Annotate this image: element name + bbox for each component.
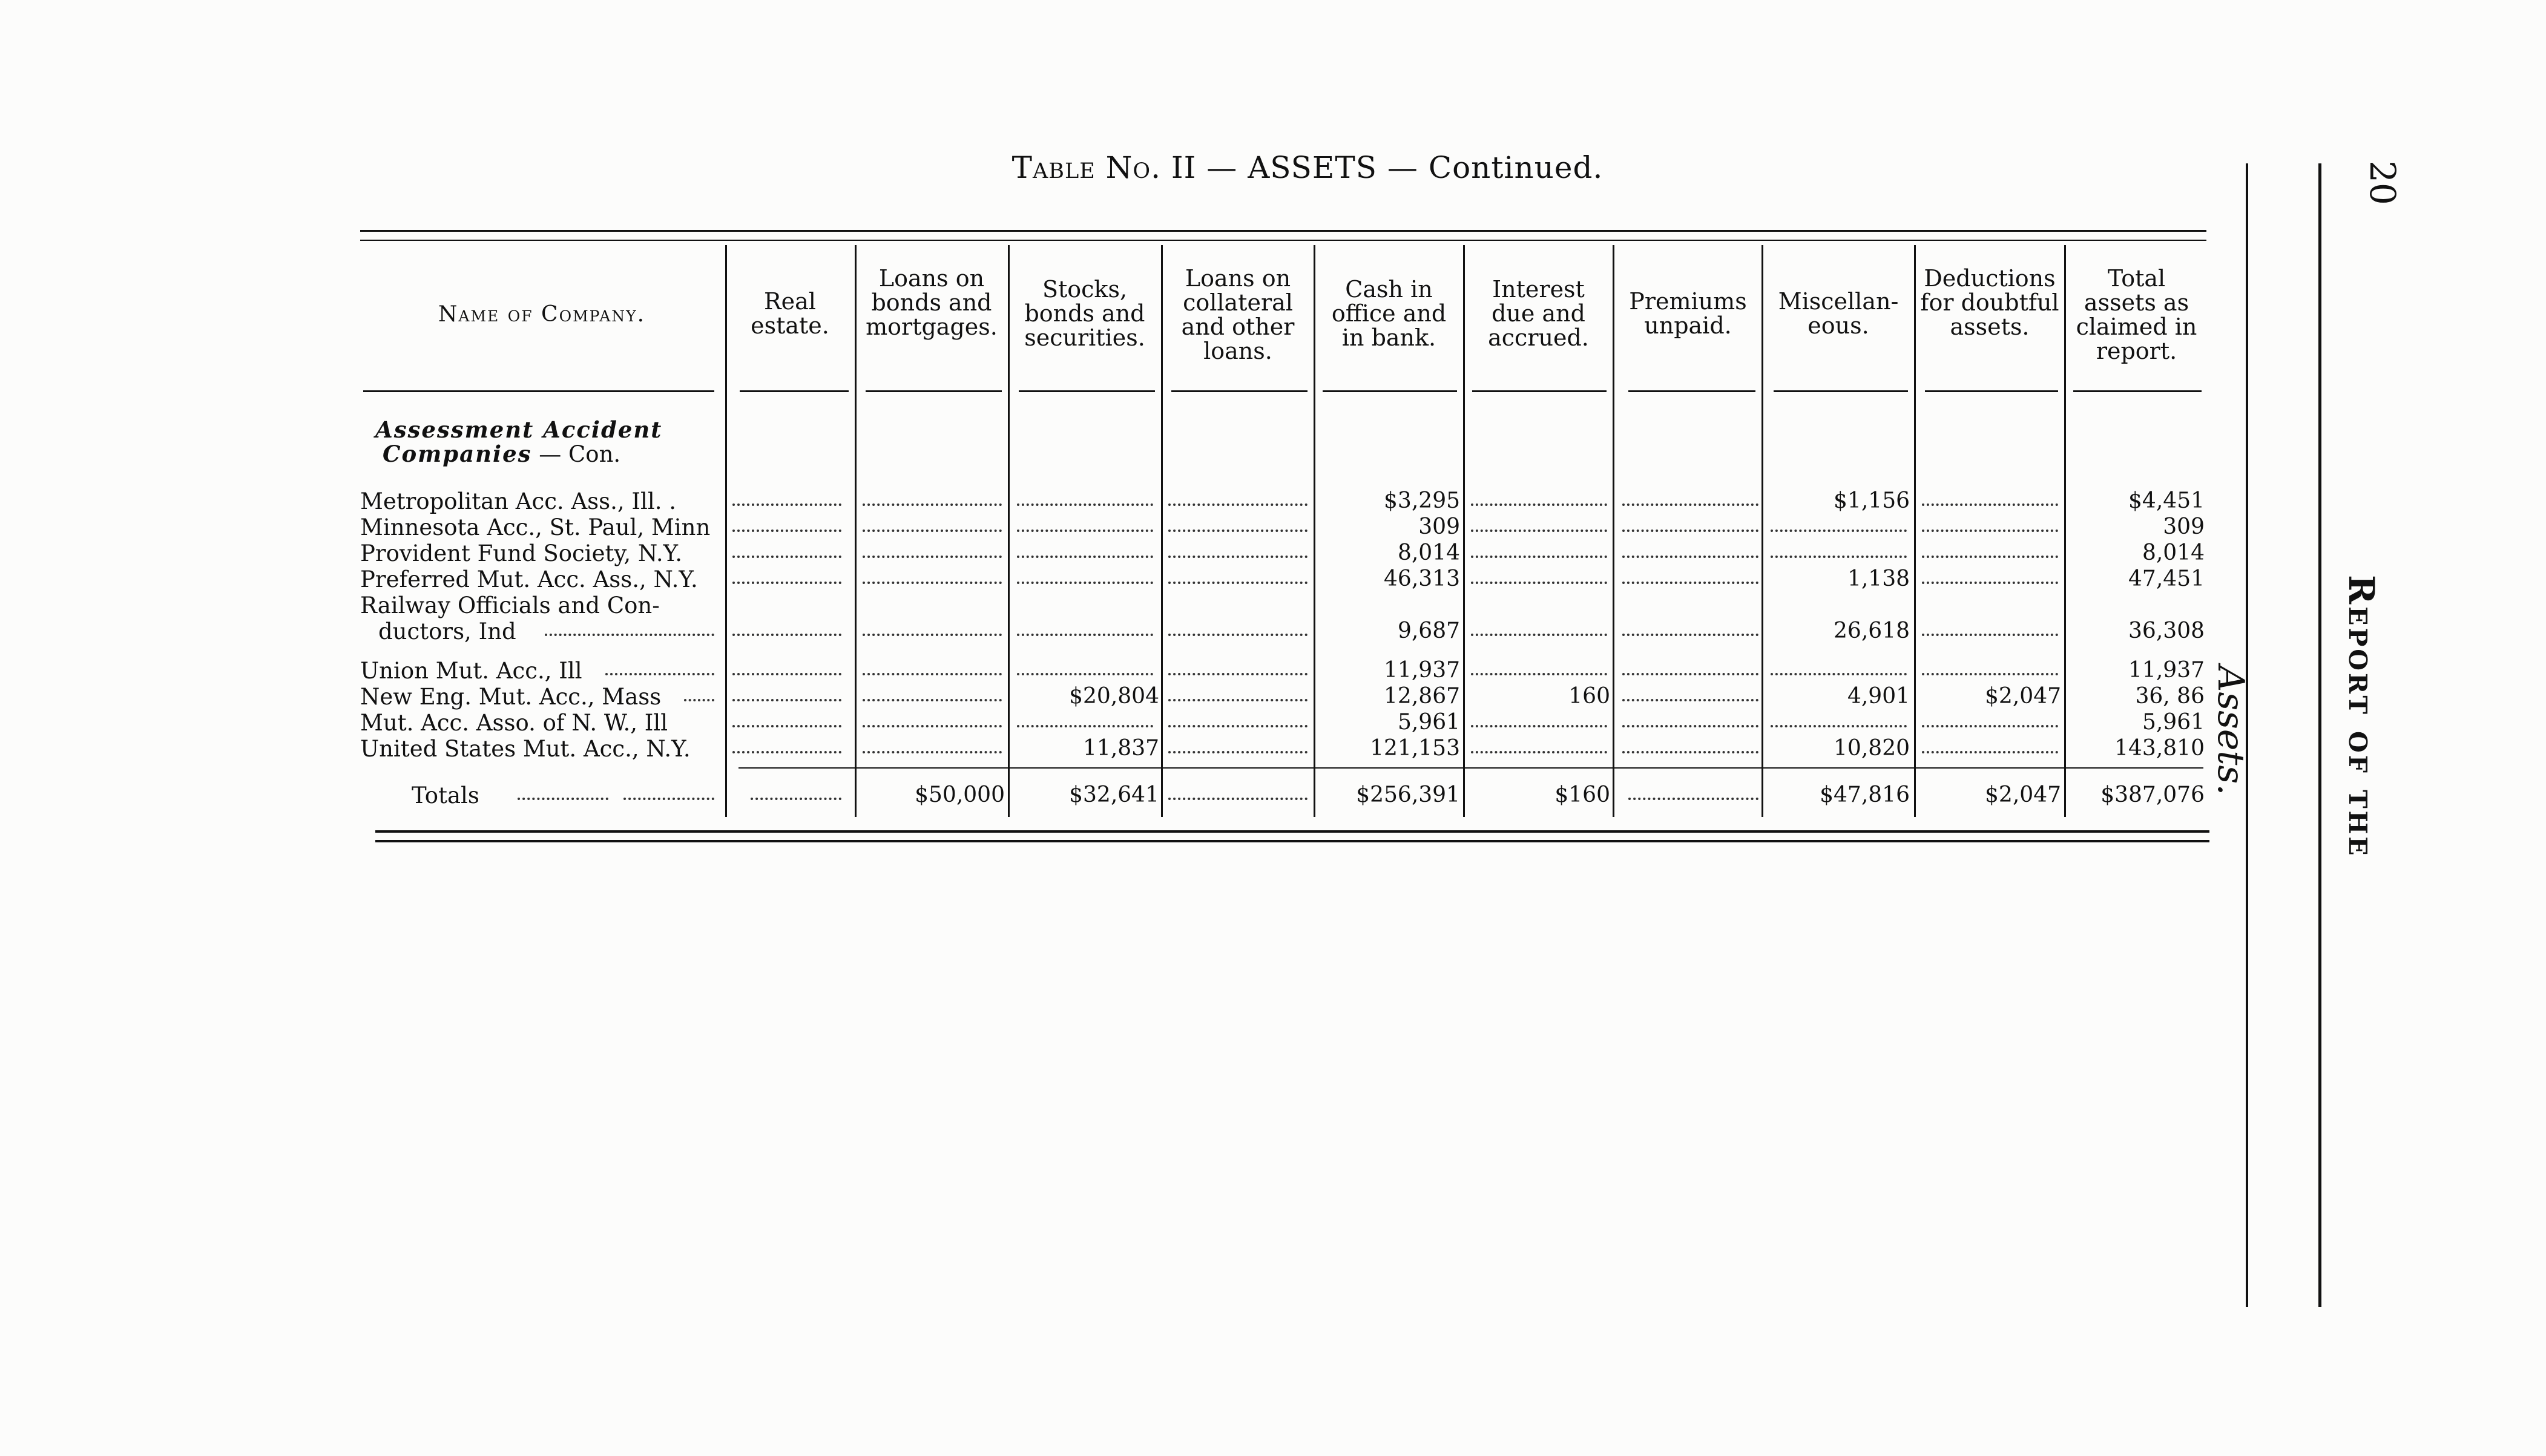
dot-leader <box>1622 699 1758 701</box>
dot-leader <box>545 634 714 636</box>
row-total: 11,937 <box>2128 658 2205 683</box>
dot-leader <box>1017 582 1153 584</box>
row-cash: 121,153 <box>1370 736 1460 761</box>
dot-leader <box>863 634 1002 636</box>
row-misc: 4,901 <box>1847 684 1910 709</box>
dot-leader <box>732 556 841 558</box>
dot-leader <box>1922 751 2058 753</box>
col-rule <box>725 245 727 817</box>
row-cash: 11,937 <box>1384 658 1460 683</box>
section-suffix: — Con. <box>539 441 621 467</box>
section-title-line2: Companies <box>383 441 532 467</box>
row-total: $4,451 <box>2128 488 2205 513</box>
dot-leader <box>1622 673 1758 675</box>
row-total: 5,961 <box>2142 710 2205 735</box>
totals-rule <box>738 767 2203 769</box>
row-misc: 26,618 <box>1834 618 1910 643</box>
col-header-loans-collateral: Loans on collateral and other loans. <box>1181 265 1295 364</box>
totals-loans-bonds: $50,000 <box>915 782 1005 807</box>
dot-leader <box>623 798 714 800</box>
dot-leader <box>1622 751 1758 753</box>
col-header-total: Total assets as claimed in report. <box>2076 265 2197 364</box>
col-rule <box>1314 245 1315 817</box>
header-rule <box>363 390 714 392</box>
row-total: 143,810 <box>2114 736 2205 761</box>
row-total: 8,014 <box>2142 540 2205 565</box>
dot-leader <box>732 751 841 753</box>
dot-leader <box>1922 725 2058 727</box>
dot-leader <box>1771 725 1907 727</box>
row-stocks: 11,837 <box>1083 736 1159 761</box>
dot-leader <box>1922 673 2058 675</box>
dot-leader <box>1622 582 1758 584</box>
row-cash: 12,867 <box>1384 684 1460 709</box>
row-company-name: Metropolitan Acc. Ass., Ill. . <box>360 488 676 514</box>
header-rule <box>1774 390 1908 392</box>
totals-stocks: $32,641 <box>1069 782 1159 807</box>
table-title <box>944 150 1671 185</box>
dot-leader <box>1017 725 1153 727</box>
bottom-rule <box>375 840 2209 842</box>
dot-leader <box>1922 634 2058 636</box>
dot-leader <box>1471 673 1607 675</box>
dot-leader <box>1017 530 1153 532</box>
bottom-rule <box>375 830 2209 833</box>
dot-leader <box>1017 503 1153 506</box>
totals-interest: $160 <box>1554 782 1610 807</box>
header-rule <box>1323 390 1457 392</box>
row-total: 36,308 <box>2128 618 2205 643</box>
dot-leader <box>863 503 1002 506</box>
totals-cash: $256,391 <box>1356 782 1460 807</box>
col-header-stocks: Stocks, bonds and securities. <box>1024 276 1145 351</box>
dot-leader <box>1017 556 1153 558</box>
dot-leader <box>1168 582 1308 584</box>
dot-leader <box>1168 503 1308 506</box>
dot-leader <box>1168 725 1308 727</box>
dot-leader <box>1622 556 1758 558</box>
dot-leader <box>1922 556 2058 558</box>
dot-leader <box>1471 582 1607 584</box>
col-rule <box>1613 245 1614 817</box>
col-header-cash: Cash in office and in bank. <box>1331 276 1447 351</box>
row-misc: 1,138 <box>1847 566 1910 591</box>
col-header-interest: Interest due and accrued. <box>1488 276 1589 351</box>
header-rule <box>1925 390 2058 392</box>
row-cash: 8,014 <box>1397 540 1460 565</box>
col-rule <box>1761 245 1763 817</box>
dot-leader <box>863 530 1002 532</box>
totals-deductions: $2,047 <box>1985 782 2061 807</box>
col-header-deductions: Deductions for doubtful assets. <box>1920 265 2059 340</box>
dot-leader <box>1771 556 1907 558</box>
page-number: 20 <box>2362 160 2403 205</box>
dot-leader <box>863 673 1002 675</box>
dot-leader <box>1168 673 1308 675</box>
col-header-name: Name of Company. <box>438 302 646 327</box>
col-rule <box>855 245 857 817</box>
top-rule <box>360 230 2206 232</box>
row-total: 309 <box>2163 514 2205 539</box>
dot-leader <box>751 798 841 800</box>
dot-leader <box>863 582 1002 584</box>
section-heading <box>375 418 662 467</box>
dot-leader <box>863 751 1002 753</box>
row-deductions: $2,047 <box>1985 684 2061 709</box>
dot-leader <box>863 556 1002 558</box>
dot-leader <box>1168 798 1308 800</box>
row-total: 36, 86 <box>2135 684 2205 709</box>
totals-label: Totals <box>412 782 479 808</box>
col-rule <box>1008 245 1010 817</box>
table-title-rest: — ASSETS — Continued. <box>1206 150 1604 185</box>
row-cash: 5,961 <box>1397 710 1460 735</box>
header-rule <box>740 390 849 392</box>
totals-misc: $47,816 <box>1820 782 1910 807</box>
dot-leader <box>732 503 841 506</box>
row-company-name: Mut. Acc. Asso. of N. W., Ill <box>360 710 668 736</box>
dot-leader <box>863 699 1002 701</box>
dot-leader <box>1922 582 2058 584</box>
row-company-name: New Eng. Mut. Acc., Mass <box>360 684 662 710</box>
dot-leader <box>1771 673 1907 675</box>
dot-leader <box>1922 503 2058 506</box>
header-rule <box>2073 390 2202 392</box>
running-head-title: Report of the <box>2341 575 2382 858</box>
dot-leader <box>1922 530 2058 532</box>
dot-leader <box>1017 673 1153 675</box>
dot-leader <box>1622 634 1758 636</box>
dot-leader <box>518 798 608 800</box>
dot-leader <box>1471 751 1607 753</box>
row-total: 47,451 <box>2128 566 2205 591</box>
row-company-name: Minnesota Acc., St. Paul, Minn <box>360 514 711 540</box>
col-header-premiums: Premiums unpaid. <box>1629 288 1747 339</box>
totals-total: $387,076 <box>2100 782 2205 807</box>
row-cash: 46,313 <box>1384 566 1460 591</box>
row-company-name: Union Mut. Acc., Ill <box>360 658 582 684</box>
row-cash: $3,295 <box>1384 488 1460 513</box>
dot-leader <box>732 673 841 675</box>
dot-leader <box>1168 751 1308 753</box>
row-cash: 9,687 <box>1397 618 1460 643</box>
row-company-name-cont: ductors, Ind <box>378 618 516 644</box>
dot-leader <box>1471 556 1607 558</box>
top-rule-thin <box>360 240 2206 241</box>
row-company-name: United States Mut. Acc., N.Y. <box>360 736 691 762</box>
header-rule <box>1171 390 1308 392</box>
header-rule <box>1019 390 1155 392</box>
dot-leader <box>863 725 1002 727</box>
dot-leader <box>605 673 714 675</box>
header-rule <box>1628 390 1755 392</box>
dot-leader <box>1771 530 1907 532</box>
section-title-line1: Assessment Accident <box>375 416 663 443</box>
dot-leader <box>1471 503 1607 506</box>
row-company-name: Preferred Mut. Acc. Ass., N.Y. <box>360 566 698 592</box>
col-rule <box>2064 245 2066 817</box>
dot-leader <box>684 699 714 701</box>
row-cash: 309 <box>1418 514 1460 539</box>
dot-leader <box>1168 634 1308 636</box>
dot-leader <box>1471 725 1607 727</box>
dot-leader <box>1471 530 1607 532</box>
dot-leader <box>732 582 841 584</box>
dot-leader <box>732 699 841 701</box>
row-interest: 160 <box>1568 684 1610 709</box>
dot-leader <box>732 634 841 636</box>
margin-rule-outer <box>2318 163 2321 1307</box>
dot-leader <box>1622 530 1758 532</box>
dot-leader <box>1622 503 1758 506</box>
col-header-misc: Miscellan- eous. <box>1778 288 1899 339</box>
col-rule <box>1463 245 1465 817</box>
row-company-name: Provident Fund Society, N.Y. <box>360 540 683 566</box>
row-misc: $1,156 <box>1834 488 1910 513</box>
header-rule <box>866 390 1002 392</box>
col-rule <box>1914 245 1916 817</box>
col-rule <box>1161 245 1163 817</box>
dot-leader <box>1168 699 1308 701</box>
row-stocks: $20,804 <box>1069 684 1159 709</box>
dot-leader <box>1471 634 1607 636</box>
header-rule <box>1472 390 1607 392</box>
dot-leader <box>1017 634 1153 636</box>
dot-leader <box>1622 725 1758 727</box>
col-header-loans-bonds: Loans on bonds and mortgages. <box>866 265 998 340</box>
dot-leader <box>1168 556 1308 558</box>
col-header-real-estate: Real estate. <box>751 288 829 339</box>
dot-leader <box>732 530 841 532</box>
dot-leader <box>732 725 841 727</box>
table-title-prefix: Table No. II <box>1011 150 1197 185</box>
row-company-name: Railway Officials and Con- <box>360 592 660 618</box>
row-misc: 10,820 <box>1834 736 1910 761</box>
running-head-subtitle: Assets. <box>2209 666 2252 796</box>
dot-leader <box>1168 530 1308 532</box>
dot-leader <box>1628 798 1758 800</box>
